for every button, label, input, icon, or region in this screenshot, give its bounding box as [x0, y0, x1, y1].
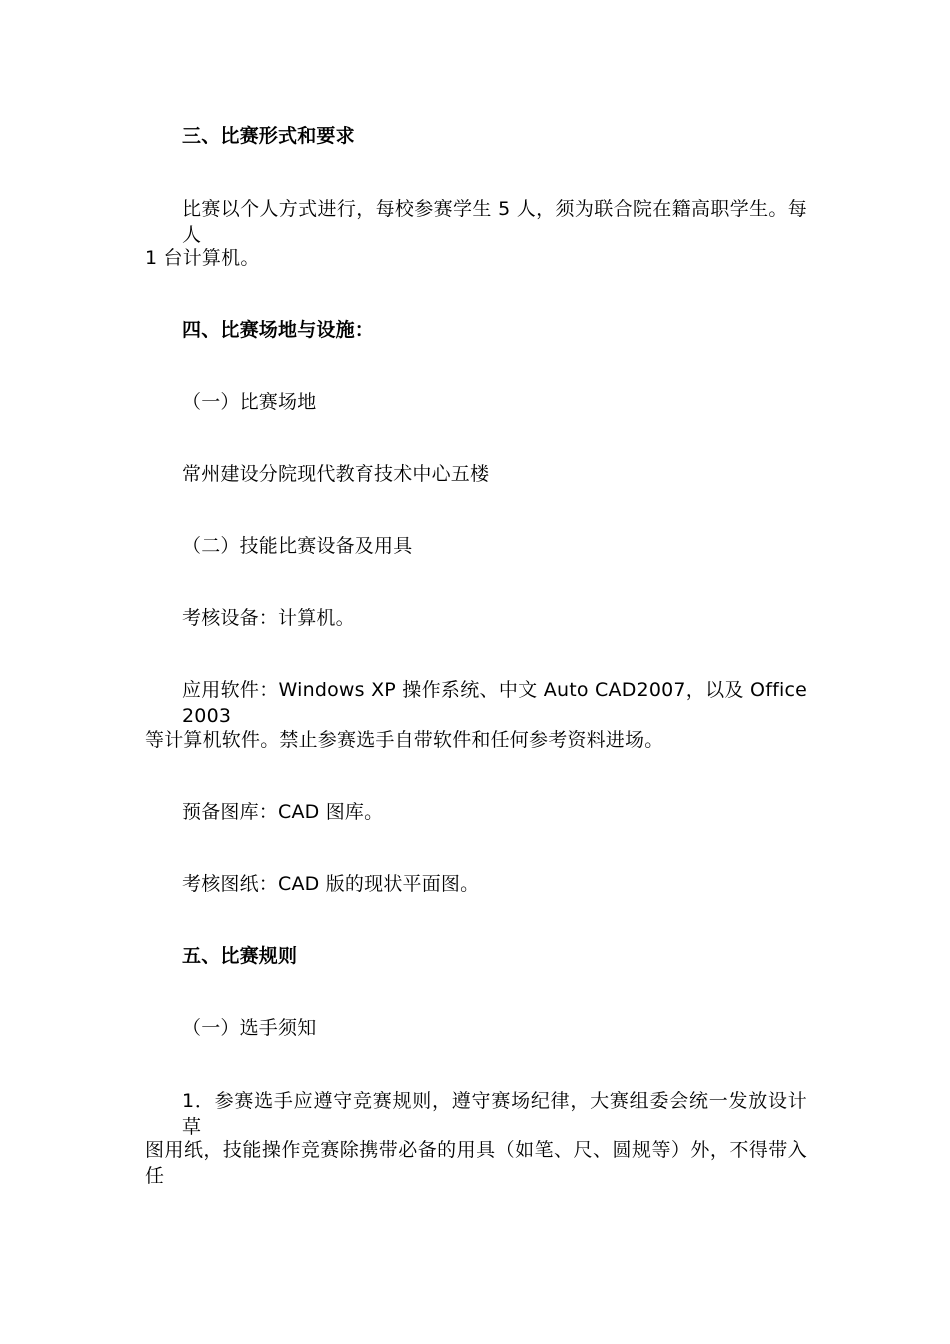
subheading-equipment: （二）技能比赛设备及用具 — [182, 535, 413, 557]
paragraph-line: 图用纸，技能操作竞赛除携带必备的用具（如笔、尺、圆规等）外，不得带入任 — [145, 1139, 807, 1187]
section-heading-3: 三、比赛形式和要求 — [182, 125, 355, 147]
section-heading-4: 四、比赛场地与设施： — [182, 319, 375, 341]
paragraph-line: 预备图库：CAD 图库。 — [182, 801, 384, 823]
paragraph-line: 应用软件：Windows XP 操作系统、中文 Auto CAD2007，以及 Office 2003 — [182, 679, 807, 727]
paragraph-line: 比赛以个人方式进行，每校参赛学生 5 人，须为联合院在籍高职学生。每人 — [182, 198, 807, 246]
section-heading-5: 五、比赛规则 — [182, 945, 298, 967]
subheading-contestant-notice: （一）选手须知 — [182, 1017, 317, 1039]
paragraph-line: 考核设备：计算机。 — [182, 607, 355, 629]
subheading-venue: （一）比赛场地 — [182, 391, 317, 413]
paragraph-line: 常州建设分院现代教育技术中心五楼 — [182, 463, 490, 485]
paragraph-line: 等计算机软件。禁止参赛选手自带软件和任何参考资料进场。 — [145, 729, 664, 751]
paragraph-line: 1 台计算机。 — [145, 247, 260, 269]
paragraph-line: 考核图纸：CAD 版的现状平面图。 — [182, 873, 480, 895]
paragraph-line: 1．参赛选手应遵守竞赛规则，遵守赛场纪律，大赛组委会统一发放设计草 — [182, 1090, 807, 1138]
